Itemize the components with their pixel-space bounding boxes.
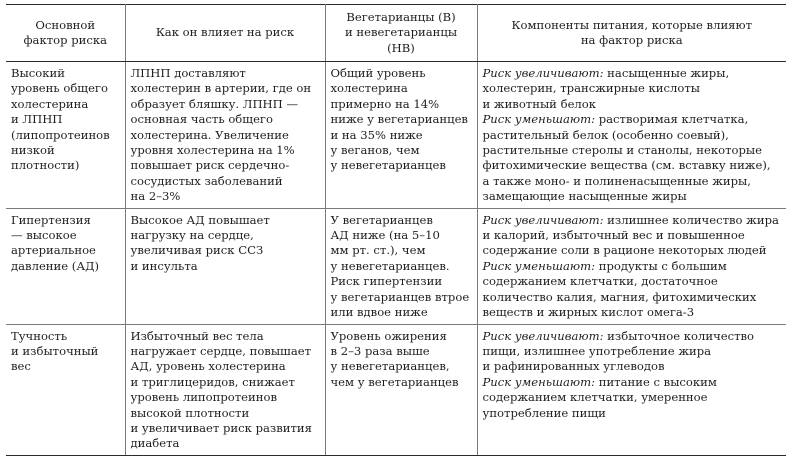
cell-line: у вегетарианцев втрое — [330, 289, 470, 304]
cell-line: Уровень ожирения — [330, 328, 447, 343]
header-line: Как он влияет на риск — [155, 25, 295, 40]
line-text: содержанием клетчатки, достаточное — [482, 274, 718, 289]
risk-label: Риск уменьшают: — [482, 374, 596, 389]
table-header — [6, 5, 786, 62]
cell-line — [483, 81, 783, 96]
header-line: Основной — [35, 17, 96, 32]
cell-line: сосудистых заболеваний — [130, 173, 283, 188]
cell-line: и триглицеридов, снижает — [130, 374, 295, 389]
header-line: и невегетарианцы — [344, 25, 458, 40]
cell-nutrition — [477, 324, 786, 455]
cell-line: и на 35% ниже — [330, 127, 423, 142]
cell-factor — [6, 324, 125, 455]
cell-line: Высокий — [11, 66, 65, 80]
line-text: и калорий, избыточный вес и повышенное — [482, 228, 745, 243]
cell-line: ниже у вегетарианцев — [330, 112, 468, 127]
cell-line: и инсульта — [130, 258, 198, 273]
table-row-cholesterol — [6, 62, 786, 209]
cell-line — [483, 259, 783, 274]
header-nutrition — [477, 5, 786, 62]
cell-line: У вегетарианцев — [330, 212, 433, 227]
table-row-hypertension — [6, 208, 786, 324]
cell-nutrition — [477, 62, 786, 209]
cell-line: и ЛПНП — [11, 112, 63, 127]
cell-line — [483, 189, 783, 204]
cell-line — [483, 112, 783, 127]
cell-line: в 2–3 раза выше — [330, 343, 430, 358]
cell-line: холестерина. Увеличение — [130, 127, 289, 142]
risk-label: Риск увеличивают: — [482, 328, 604, 343]
line-text: растительный белок (особенно соевый), — [482, 127, 729, 142]
cell-line: уровень липопротеинов — [130, 390, 278, 405]
cell-factor — [6, 62, 125, 209]
cell-line: основная часть общего — [130, 112, 273, 127]
cell-line — [483, 305, 783, 320]
cell-line: давление (АД) — [11, 258, 100, 273]
cell-comparison — [325, 62, 477, 209]
cell-line: у невегетарианцев. — [330, 258, 450, 273]
cell-line — [483, 243, 783, 258]
line-text: количество калия, магния, фитохимических — [482, 289, 757, 304]
cell-line: низкой — [11, 143, 55, 158]
cell-line: увеличивая риск ССЗ — [130, 243, 264, 258]
header-line: (НВ) — [387, 40, 415, 55]
header-line: Компоненты питания, которые влияют — [511, 17, 752, 32]
header-line: фактор риска — [23, 33, 108, 47]
line-text: насыщенные жиры, — [603, 66, 730, 80]
line-text: растворимая клетчатка, — [595, 112, 749, 127]
cell-line: образует бляшку. ЛПНП — — [130, 96, 299, 111]
header-effect — [125, 5, 325, 62]
cell-line — [483, 359, 783, 374]
cell-line — [483, 128, 783, 143]
cell-line — [483, 228, 783, 243]
cell-line: нагрузку на сердце, — [130, 228, 254, 243]
cell-line: холестерина — [330, 81, 408, 96]
line-text: питание с высоким — [595, 374, 717, 389]
cell-line: чем у вегетарианцев — [330, 374, 459, 389]
line-text: пищи, излишнее употребление жира — [482, 343, 712, 358]
line-text: и животный белок — [482, 96, 597, 111]
line-text: замещающие насыщенные жиры — [482, 189, 687, 204]
cell-line: Высокое АД повышает — [130, 212, 270, 227]
cell-line — [483, 390, 783, 405]
cell-line: вес — [11, 359, 31, 374]
line-text: и рафинированных углеводов — [482, 359, 665, 374]
cell-line: мм рт. ст.), чем — [330, 243, 426, 258]
line-text: веществ и жирных кислот омега-3 — [482, 305, 695, 320]
cell-effect — [125, 324, 325, 455]
cell-line: — высокое — [11, 228, 77, 243]
line-text: употребление пищи — [482, 405, 606, 420]
cell-line: у невегетарианцев — [330, 158, 446, 173]
cell-line: высокой плотности — [130, 405, 250, 420]
line-text: продукты с большим — [595, 258, 727, 273]
cell-line — [483, 174, 783, 189]
cell-line — [483, 143, 783, 158]
cell-comparison — [325, 208, 477, 324]
risk-label: Риск уменьшают: — [482, 258, 596, 273]
line-text: избыточное количество — [603, 328, 755, 343]
cell-line — [483, 274, 783, 289]
cell-line — [483, 213, 783, 228]
cell-line: ЛПНП доставляют — [130, 66, 246, 80]
cell-line — [483, 329, 783, 344]
header-line: Вегетарианцы (В) — [346, 9, 456, 24]
cell-factor — [6, 208, 125, 324]
cell-line — [483, 66, 783, 81]
cell-line: холестерин в артерии, где он — [130, 81, 312, 96]
cell-comparison — [325, 324, 477, 455]
cell-line: Общий уровень — [330, 66, 426, 80]
cell-line — [483, 375, 783, 390]
cell-line: на 2–3% — [130, 189, 181, 204]
header-row — [6, 5, 786, 62]
cell-line: уровня холестерина на 1% — [130, 143, 295, 158]
cell-line: нагружает сердце, повышает — [130, 343, 312, 358]
cell-line — [483, 344, 783, 359]
cell-line: и избыточный — [11, 343, 99, 358]
line-text: излишнее количество жира — [603, 212, 779, 227]
header-line: на фактор риска — [580, 33, 683, 47]
cell-line: Гипертензия — [11, 212, 91, 227]
cell-line: Тучность — [11, 328, 68, 343]
header-comparison — [325, 5, 477, 62]
line-text: а также моно- и полиненасыщенные жиры, — [482, 173, 751, 188]
cell-effect — [125, 62, 325, 209]
cell-line: диабета — [130, 436, 180, 451]
cell-line: у веганов, чем — [330, 143, 420, 158]
line-text: содержанием клетчатки, умеренное — [482, 390, 708, 405]
cell-line: холестерина — [11, 96, 89, 111]
cell-line: АД ниже (на 5–10 — [330, 228, 440, 243]
line-text: холестерин, трансжирные кислоты — [482, 81, 700, 96]
risk-label: Риск увеличивают: — [482, 212, 604, 227]
cell-nutrition — [477, 208, 786, 324]
cell-line: примерно на 14% — [330, 96, 440, 111]
cell-line: или вдвое ниже — [330, 305, 428, 320]
cell-line: уровень общего — [11, 81, 108, 96]
cell-line: повышает риск сердечно- — [130, 158, 290, 173]
line-text: растительные стеролы и станолы, некоторые — [482, 143, 762, 158]
cell-line — [483, 97, 783, 112]
table-body — [6, 62, 786, 456]
cell-line — [483, 158, 783, 173]
line-text: содержание соли в рационе некоторых людей — [482, 243, 767, 258]
cell-line: и увеличивает риск развития — [130, 420, 312, 435]
cell-line: (липопротеинов — [11, 127, 110, 142]
line-text: фитохимические вещества (см. вставку ниже), — [482, 158, 771, 173]
cell-effect — [125, 208, 325, 324]
header-factor — [6, 5, 125, 62]
cell-line — [483, 290, 783, 305]
table-row-obesity — [6, 324, 786, 455]
risk-factors-table — [6, 4, 786, 456]
risk-label: Риск увеличивают: — [482, 66, 604, 80]
cell-line: Риск гипертензии — [330, 274, 443, 289]
cell-line: Избыточный вес тела — [130, 328, 264, 343]
cell-line: АД, уровень холестерина — [130, 359, 286, 374]
cell-line: артериальное — [11, 243, 96, 258]
cell-line: плотности) — [11, 158, 80, 173]
cell-line: у невегетарианцев, — [330, 359, 450, 374]
risk-label: Риск уменьшают: — [482, 112, 596, 127]
cell-line — [483, 406, 783, 421]
